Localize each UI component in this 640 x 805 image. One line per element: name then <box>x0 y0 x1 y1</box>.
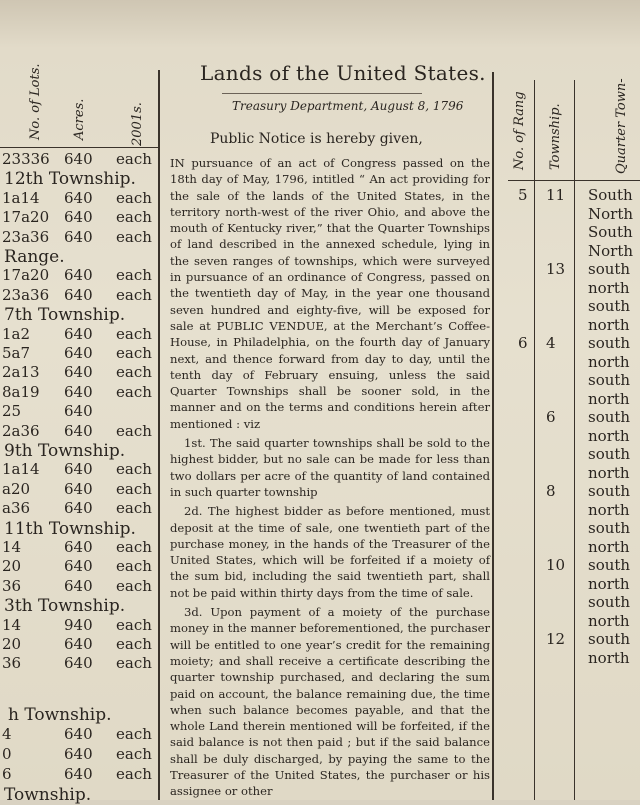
quarter-name: south <box>588 482 631 500</box>
lot-number: 6 <box>2 765 12 783</box>
left-header-dollars: 2001s. <box>130 102 145 146</box>
range-number: 6 <box>518 334 528 352</box>
township-heading: h Township. <box>8 705 112 725</box>
table-row <box>0 422 160 442</box>
table-row <box>0 557 160 577</box>
acres: 640 <box>64 150 93 168</box>
each-label: each <box>116 363 152 382</box>
township-number: 12 <box>546 630 566 648</box>
acres: 640 <box>64 765 93 783</box>
lot-number: 1a14 <box>2 188 40 207</box>
township-number: 8 <box>546 482 556 500</box>
quarter-name: south <box>588 408 631 426</box>
each-label: each <box>116 285 152 304</box>
acres: 640 <box>64 188 93 207</box>
right-header-quarter: Quarter Town- <box>614 78 629 174</box>
each-label: each <box>116 188 152 207</box>
quarter-name: north <box>588 278 630 297</box>
lot-number: 14 <box>2 538 22 556</box>
township-heading: Range. <box>4 247 65 267</box>
lot-number: 36 <box>2 654 22 673</box>
acres: 640 <box>64 745 93 763</box>
acres: 640 <box>64 479 93 498</box>
quarter-name: north <box>588 389 630 408</box>
each-label: each <box>116 635 152 653</box>
table-row <box>0 150 160 170</box>
acres: 640 <box>64 324 93 343</box>
left-header-lots: No. of Lots. <box>28 63 43 140</box>
acres: 640 <box>64 266 93 285</box>
quarter-name: south <box>588 260 631 278</box>
article-dateline: Treasury Department, August 8, 1796 <box>232 99 464 113</box>
table-row <box>0 460 160 480</box>
quarter-name: South <box>588 223 633 241</box>
table-row <box>0 499 160 519</box>
acres: 640 <box>64 576 93 595</box>
quarter-name: north <box>588 315 630 334</box>
each-label: each <box>116 499 152 518</box>
each-label: each <box>116 745 152 763</box>
quarter-name: north <box>588 611 630 630</box>
each-label: each <box>116 150 152 168</box>
table-row <box>0 286 160 306</box>
township-heading: 11th Township. <box>4 518 136 539</box>
lot-number: 2a36 <box>2 421 40 440</box>
lot-number: 2a13 <box>2 363 40 382</box>
each-label: each <box>116 227 152 246</box>
township-heading: 12th Township. <box>4 169 136 190</box>
each-label: each <box>116 421 152 440</box>
each-label: each <box>116 324 152 343</box>
table-row <box>0 480 160 500</box>
lot-number: 1a2 <box>2 324 31 343</box>
quarter-name: south <box>588 334 631 352</box>
article-paragraph: 2d. The highest bidder as before mentioned, must deposit at the time of sale, one twentieth part of the purchase money, in the hands of the Treasurer of the United States, which will be forfeited if a moiety of the sum bid, including the said twentieth part, shall not be paid within thirty days from the time of sale. <box>170 504 490 600</box>
quarter-name: south <box>588 371 631 389</box>
each-label: each <box>116 725 152 743</box>
quarter-name: south <box>588 519 631 537</box>
acres: 640 <box>64 557 93 576</box>
acres: 640 <box>64 382 93 401</box>
article-title: Lands of the United States. <box>200 61 486 85</box>
lot-number: 20 <box>2 635 22 653</box>
each-label: each <box>116 765 152 783</box>
quarter-name: North <box>588 204 634 223</box>
lot-number: 36 <box>2 576 22 595</box>
township-number: 11 <box>546 186 566 204</box>
acres: 640 <box>64 538 93 556</box>
title-underline <box>222 93 422 94</box>
table-row <box>0 189 160 209</box>
each-label: each <box>116 266 152 285</box>
left-header-rule <box>0 147 158 148</box>
quarter-name: south <box>588 297 631 315</box>
quarter-name: south <box>588 593 631 611</box>
township-number: 13 <box>546 260 566 278</box>
table-row <box>0 228 160 248</box>
table-row <box>0 402 160 422</box>
range-number: 5 <box>518 186 528 204</box>
each-label: each <box>116 382 152 401</box>
table-row <box>0 635 160 655</box>
lot-number: 17a20 <box>2 208 50 227</box>
quarter-name: north <box>588 648 630 667</box>
lot-number: 5a7 <box>2 344 31 362</box>
acres: 640 <box>64 227 93 246</box>
township-heading: 9th Township. <box>4 441 126 461</box>
lot-number: 14 <box>2 615 22 634</box>
table-row <box>0 208 160 228</box>
township-heading: 3th Township. <box>4 596 126 617</box>
lot-number: 23a36 <box>2 285 50 304</box>
table-row <box>0 363 160 383</box>
table-row <box>0 383 160 403</box>
quarter-name: South <box>588 186 633 204</box>
each-label: each <box>116 479 152 498</box>
table-row <box>0 725 160 745</box>
quarter-name: north <box>588 352 630 371</box>
lot-number: 17a20 <box>2 266 50 285</box>
table-row <box>0 654 160 674</box>
quarter-name: south <box>588 630 631 648</box>
quarter-name: south <box>588 556 631 574</box>
acres: 640 <box>64 499 93 518</box>
acres: 640 <box>64 654 93 673</box>
each-label: each <box>116 208 152 227</box>
township-heading: Township. <box>4 785 92 805</box>
table-row <box>0 266 160 286</box>
article-paragraph: 3d. Upon payment of a moiety of the purchase money in the manner beforementioned, the purchaser will be entitled to one year’s credit for the remaining moiety; and shall receive a certificate describing the quarter township purchased, and declaring the sum paid on account, the balance remaining due, the time when such balance becomes payable, and that the whole Land therein mentioned will be forfeited, if the said balance is not then paid ; but if the said balance shall be duly discharged, by paying the same to the Treasurer of the United States, the purchaser or his assignee or other <box>170 605 490 799</box>
acres: 640 <box>64 421 93 440</box>
right-col-divider-2 <box>574 80 575 800</box>
lot-number: a20 <box>2 479 31 498</box>
township-number: 10 <box>546 556 566 574</box>
lot-number: a36 <box>2 499 31 518</box>
quarter-name: north <box>588 500 630 519</box>
township-number: 4 <box>546 334 556 352</box>
each-label: each <box>116 615 152 634</box>
column-rule-right <box>492 72 494 800</box>
table-row <box>0 344 160 364</box>
acres: 940 <box>64 615 93 634</box>
acres: 640 <box>64 208 93 227</box>
lot-number: 8a19 <box>2 382 40 401</box>
right-header-range: No. of Rang <box>512 91 527 170</box>
acres: 640 <box>64 363 93 382</box>
quarter-name: North <box>588 241 634 260</box>
lot-number: 23336 <box>2 150 50 168</box>
table-row <box>0 325 160 345</box>
acres: 640 <box>64 725 93 743</box>
acres: 640 <box>64 460 93 479</box>
article-paragraph: 1st. The said quarter townships shall be sold to the highest bidder, but no sale can be made for less than two dollars per acre of the quantity of land contained in such quarter township <box>170 436 490 499</box>
left-header-acres: Acres. <box>72 98 87 140</box>
acres: 640 <box>64 402 93 421</box>
acres: 640 <box>64 635 93 653</box>
lot-number: 23a36 <box>2 227 50 246</box>
township-number: 6 <box>546 408 556 426</box>
each-label: each <box>116 576 152 595</box>
township-heading: 7th Township. <box>4 305 126 326</box>
table-row <box>0 765 160 785</box>
quarter-name: south <box>588 445 631 463</box>
table-row <box>0 616 160 636</box>
lot-number: 1a14 <box>2 460 40 479</box>
quarter-name: north <box>588 537 630 556</box>
each-label: each <box>116 557 152 576</box>
lot-number: 0 <box>2 745 12 763</box>
acres: 640 <box>64 344 93 362</box>
table-row <box>0 577 160 597</box>
lot-number: 4 <box>2 725 12 743</box>
each-label: each <box>116 538 152 556</box>
each-label: each <box>116 654 152 673</box>
right-col-divider-1 <box>534 80 535 800</box>
quarter-name: north <box>588 426 630 445</box>
article-body <box>170 155 490 803</box>
acres: 640 <box>64 285 93 304</box>
right-header-township: Township. <box>548 103 563 170</box>
each-label: each <box>116 344 152 362</box>
lot-number: 20 <box>2 557 22 576</box>
table-row <box>0 538 160 558</box>
article-paragraph: IN pursuance of an act of Congress passed on the 18th day of May, 1796, intitled “ An act providing for the sale of the lands of the United States, in the territory north-west of the river Ohio, and above the mouth of Kentucky river,” that the Quarter Townships of land described in the annexed schedule, lying in the seven ranges of townships, which were surveyed in pursuance of an ordinance of Congress, passed on the twentieth day of May, in the year one thousand seven hundred and eighty-five, will be exposed for sale at PUBLIC VENDUE, at the Merchant’s Coffee-House, in Philadelphia, on the fourth day of January next, and thence forward from day to day, until the tenth day of February ensuing, unless the said Quarter Townships shall be sooner sold, in the manner and on the terms and conditions herein after mentioned : viz <box>170 156 490 431</box>
lot-number: 25 <box>2 402 22 421</box>
quarter-name: north <box>588 463 630 482</box>
each-label: each <box>116 460 152 479</box>
table-row <box>0 745 160 765</box>
quarter-name: north <box>588 574 630 593</box>
public-notice-heading: Public Notice is hereby given, <box>210 131 423 147</box>
